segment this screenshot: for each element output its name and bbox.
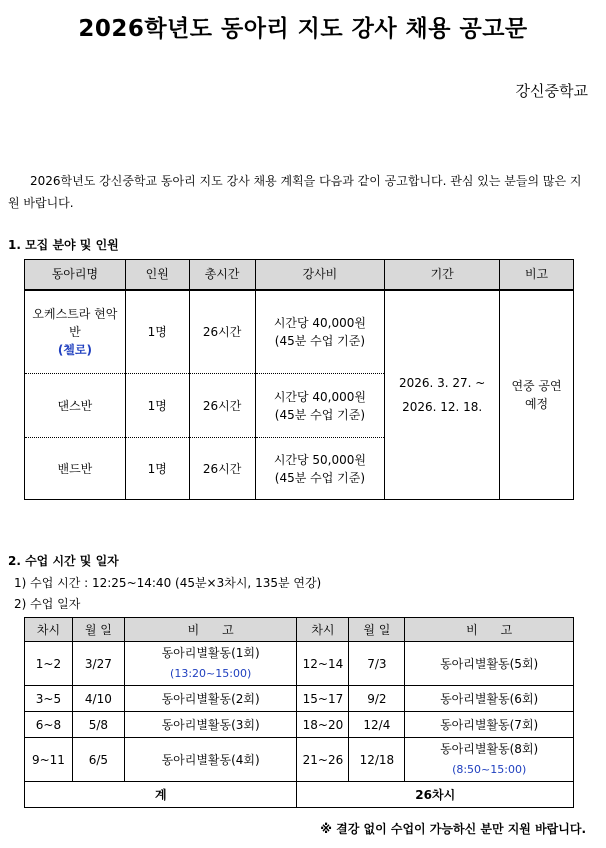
table-header-row — [25, 260, 574, 290]
session: 12~14 — [297, 642, 349, 686]
schedule-row — [25, 642, 574, 686]
club-name: 밴드반 — [25, 438, 126, 500]
recruitment-table — [24, 259, 574, 500]
header-session: 차시 — [25, 618, 73, 642]
club-fee: 시간당 50,000원 (45분 수업 기준) — [255, 438, 385, 500]
period-end: 2026. 12. 18. — [402, 399, 483, 414]
total-value: 26차시 — [297, 782, 574, 808]
page-title: 2026학년도 동아리 지도 강사 채용 공고문 — [78, 16, 528, 42]
table-row — [25, 290, 574, 374]
total-label: 계 — [25, 782, 297, 808]
note: 동아리별활동(6회) — [405, 686, 574, 712]
remark-cell: 연중 공연 예정 — [500, 290, 574, 500]
class-time: 1) 수업 시간 : 12:25~14:40 (45분×3차시, 135분 연강) — [14, 576, 322, 590]
header-note: 비 고 — [405, 618, 574, 642]
header-hours: 총시간 — [189, 260, 255, 290]
club-count: 1명 — [125, 438, 189, 500]
period-start: 2026. 3. 27. ~ — [398, 375, 486, 390]
note: 동아리별활동(1회) (13:20~15:00) — [124, 642, 297, 686]
club-hours: 26시간 — [189, 438, 255, 500]
date: 3/27 — [72, 642, 124, 686]
session: 18~20 — [297, 712, 349, 738]
session: 1~2 — [25, 642, 73, 686]
club-hours: 26시간 — [189, 374, 255, 438]
footer-note: ※ 결강 없이 수업이 가능하신 분만 지원 바랍니다. — [320, 822, 586, 836]
schedule-row — [25, 712, 574, 738]
club-name: 댄스반 — [25, 374, 126, 438]
schedule-header-row — [25, 618, 574, 642]
note: 동아리별활동(5회) — [405, 642, 574, 686]
header-session: 차시 — [297, 618, 349, 642]
date: 9/2 — [349, 686, 405, 712]
date: 12/4 — [349, 712, 405, 738]
note: 동아리별활동(7회) — [405, 712, 574, 738]
class-dates-label: 2) 수업 일자 — [14, 597, 81, 611]
schedule-row — [25, 738, 574, 782]
date: 6/5 — [72, 738, 124, 782]
note: 동아리별활동(2회) — [124, 686, 297, 712]
total-row — [25, 782, 574, 808]
club-count: 1명 — [125, 290, 189, 374]
header-date: 월 일 — [72, 618, 124, 642]
session: 15~17 — [297, 686, 349, 712]
intro-paragraph: 2026학년도 강신중학교 동아리 지도 강사 채용 계획을 다음과 같이 공고합니다. 관심 있는 분들의 많은 지원 바랍니다. — [8, 174, 582, 210]
header-count: 인원 — [125, 260, 189, 290]
date: 4/10 — [72, 686, 124, 712]
club-hours: 26시간 — [189, 290, 255, 374]
note: 동아리별활동(4회) — [124, 738, 297, 782]
session: 3~5 — [25, 686, 73, 712]
date: 5/8 — [72, 712, 124, 738]
club-fee: 시간당 40,000원 (45분 수업 기준) — [255, 374, 385, 438]
date: 12/18 — [349, 738, 405, 782]
club-name-sub: (첼로) — [57, 342, 92, 357]
section2-heading: 2. 수업 시간 및 일자 — [8, 554, 119, 568]
note-sub: (8:50~15:00) — [452, 763, 527, 776]
header-note: 비 고 — [124, 618, 297, 642]
header-club: 동아리명 — [25, 260, 126, 290]
club-count: 1명 — [125, 374, 189, 438]
period-cell — [385, 290, 500, 500]
school-name: 강신중학교 — [515, 82, 588, 100]
header-date: 월 일 — [349, 618, 405, 642]
schedule-row — [25, 686, 574, 712]
club-name: 오케스트라 현악반 (첼로) — [25, 290, 126, 374]
date: 7/3 — [349, 642, 405, 686]
club-fee: 시간당 40,000원 (45분 수업 기준) — [255, 290, 385, 374]
header-period: 기간 — [385, 260, 500, 290]
schedule-table — [24, 617, 574, 808]
session: 21~26 — [297, 738, 349, 782]
header-fee: 강사비 — [255, 260, 385, 290]
note: 동아리별활동(8회) (8:50~15:00) — [405, 738, 574, 782]
session: 6~8 — [25, 712, 73, 738]
session: 9~11 — [25, 738, 73, 782]
note: 동아리별활동(3회) — [124, 712, 297, 738]
header-remark: 비고 — [500, 260, 574, 290]
section1-heading: 1. 모집 분야 및 인원 — [8, 238, 119, 252]
note-sub: (13:20~15:00) — [170, 667, 252, 680]
